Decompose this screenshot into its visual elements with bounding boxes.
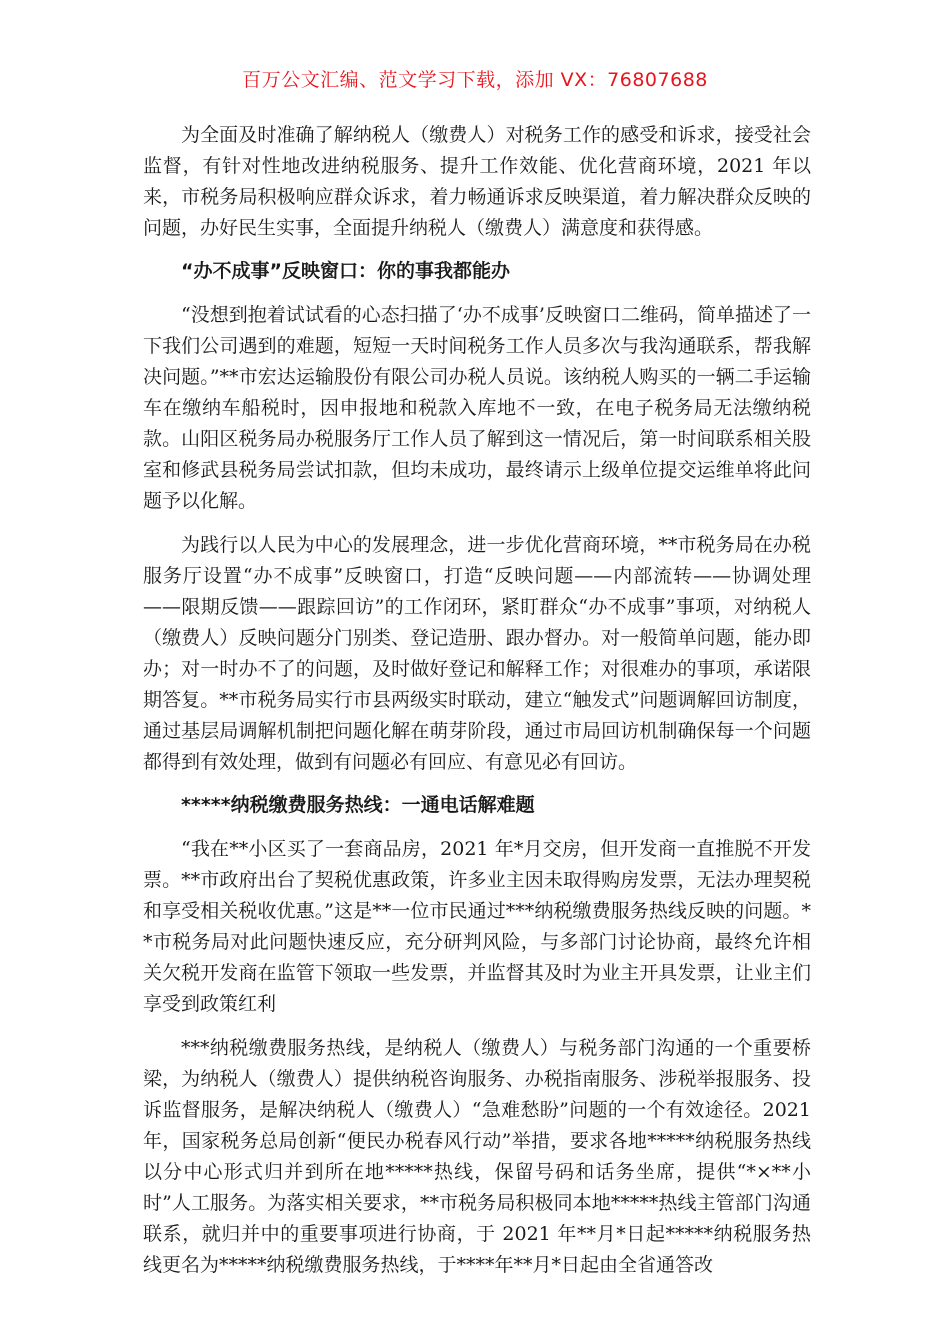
section-heading-hotline: *****纳税缴费服务热线：一通电话解难题 bbox=[181, 794, 535, 816]
watermark-header: 百万公文汇编、范文学习下载，添加 VX：76807688 bbox=[242, 69, 708, 91]
spacer bbox=[143, 1020, 811, 1033]
spacer bbox=[143, 821, 811, 834]
document-body bbox=[143, 120, 811, 1281]
spacer bbox=[143, 287, 811, 300]
hotline-policy-paragraph: ***纳税缴费服务热线，是纳税人（缴费人）与税务部门沟通的一个重要桥梁，为纳税人（缴费人）提供纳税咨询服务、办税指南服务、涉税举报服务、投诉监督服务，是解决纳税人（缴费人）“急难愁盼”问题的一个有效途径。2021 年，国家税务总局创新“便民办税春风行动”举措，要求各地*****纳税服务热线以分中心形式归并到所在地*****热线，保留号码和话务坐席，提供“*×**小时”人工服务。为落实相关要求，**市税务局积极同本地*****热线主管部门沟通联系，就归并中的重要事项进行协商，于 2021 年**月*日起*****纳税服务热线更名为*****纳税缴费服务热线，于****年**月*日起由全省通答改 bbox=[143, 1037, 811, 1276]
spacer bbox=[143, 244, 811, 256]
window-case-paragraph: “没想到抱着试试看的心态扫描了‘办不成事’反映窗口二维码，简单描述了一下我们公司遇到的难题，短短一天时间税务工作人员多次与我沟通联系，帮我解决问题。”**市宏达运输股份有限公司办税人员说。该纳税人购买的一辆二手运输车在缴纳车船税时，因申报地和税款入库地不一致，在电子税务局无法缴纳税款。山阳区税务局办税服务厅工作人员了解到这一情况后，第一时间联系相关股室和修武县税务局尝试扣款，但均未成功，最终请示上级单位提交运维单将此问题予以化解。 bbox=[143, 304, 811, 512]
window-policy-paragraph: 为践行以人民为中心的发展理念，进一步优化营商环境，**市税务局在办税服务厅设置“办不成事”反映窗口，打造“反映问题——内部流转——协调处理——限期反馈——跟踪回访”的工作闭环，紧盯群众“办不成事”事项，对纳税人（缴费人）反映问题分门别类、登记造册、跟办督办。对一般简单问题，能办即办；对一时办不了的问题，及时做好登记和解释工作；对很难办的事项，承诺限期答复。**市税务局实行市县两级实时联动，建立“触发式”问题调解回访制度，通过基层局调解机制把问题化解在萌芽阶段，通过市局回访机制确保每一个问题都得到有效处理，做到有问题必有回应、有意见必有回访。 bbox=[143, 534, 811, 773]
hotline-case-paragraph: “我在**小区买了一套商品房，2021 年*月交房，但开发商一直推脱不开发票。**市政府出台了契税优惠政策，许多业主因未取得购房发票，无法办理契税和享受相关税收优惠。”这是**一位市民通过***纳税缴费服务热线反映的问题。**市税务局对此问题快速反应，充分研判风险，与多部门讨论协商，最终允许相关欠税开发商在监管下领取一些发票，并监督其及时为业主开具发票，让业主们享受到政策红利 bbox=[143, 838, 811, 1015]
intro-paragraph: 为全面及时准确了解纳税人（缴费人）对税务工作的感受和诉求，接受社会监督，有针对性地改进纳税服务、提升工作效能、优化营商环境，2021 年以来，市税务局积极响应群众诉求，着力畅通诉求反映渠道，着力解决群众反映的问题，办好民生实事，全面提升纳税人（缴费人）满意度和获得感。 bbox=[143, 124, 811, 239]
spacer bbox=[143, 517, 811, 530]
section-heading-window: “办不成事”反映窗口：你的事我都能办 bbox=[181, 260, 510, 282]
spacer bbox=[143, 778, 811, 790]
